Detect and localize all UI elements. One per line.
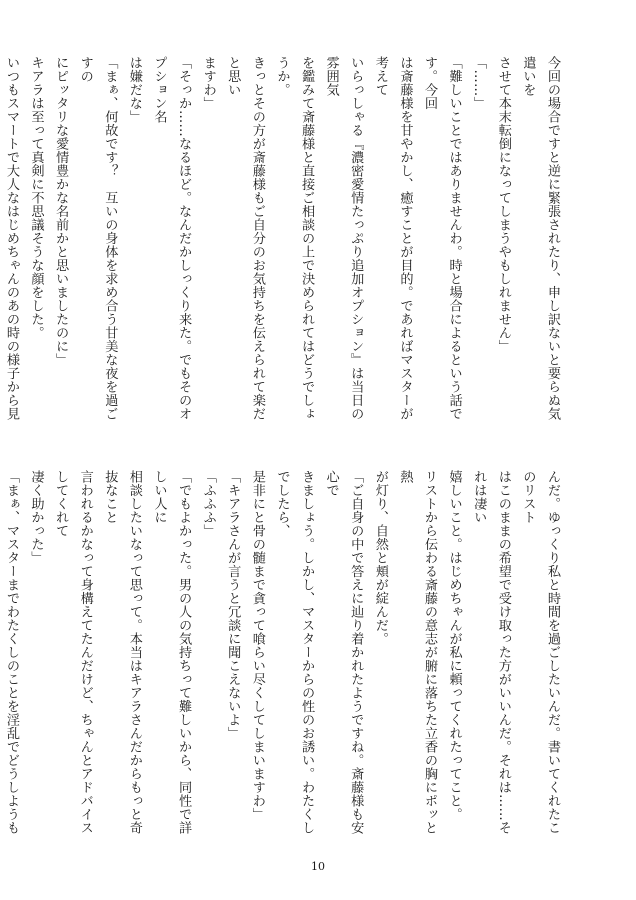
body-text-upper: 今回の場合ですと逆に緊張されたり、申し訳ないと要らぬ気遣いを させて本末転倒になってしまうやもしれません」 「……」 「難しいことではありませんわ。時と場合によるという話です。今回 は斎藤様を甘やかし、癒すことが目的。であればマスターが考えて いらっしゃる『濃密愛情たっぷり追加オプション』は当日の雰囲気 を鑑みて斎藤様と直接ご相談の上で決められてはどうでしょうか。 きっとその方が斎藤様もご自分のお気持ちを伝えられて楽だと思い ますわ」 「そっか……なるほど。なんだかしっくり来た。でもそのオプション名 は嫌だな」 「まぁ、何故です？ 互いの身体を求め合う甘美な夜を過ごすの にピッタリな愛情豊かな名前かと思いましたのに」 キアラは至って真剣に不思議そうな顔をした。 いつもスマートで大人なはじめちゃんのあの時の様子から見 <box>3 56 560 421</box>
page-number: 10 <box>311 860 325 873</box>
body-text-lower: んだ。ゆっくり私と時間を過ごしたいんだ。書いてくれたこのリスト はこのままの希望で受け取った方がいいんだ。それは……それは凄い 嬉しいこと。はじめちゃんが私に頼ってくれたってこと。 リストから伝わる斎藤の意志が腑に落ちた立香の胸にポッと熱 が灯り、自然と頬が綻んだ。 「ご自身の中で答えに辿り着かれたようですね。斎藤様も安心で きましょう。しかし、マスターからの性のお誘い。わたくしでしたら、 是非にと骨の髄まで貪って喰らい尽くしてしまいますわ」 「キアラさんが言うと冗談に聞こえないよ」 「ふふふ」 「でもよかった。男の人の気持ちって難しいから、同性で詳しい人に 相談したいなって思って。本当はキアラさんだからもっと奇抜なこと 言われるかなって身構えてたんだけど、ちゃんとアドバイスしてくれて 凄く助かった」 「まぁ、マスターまでわたくしのことを淫乱でどうしようも <box>3 470 560 835</box>
